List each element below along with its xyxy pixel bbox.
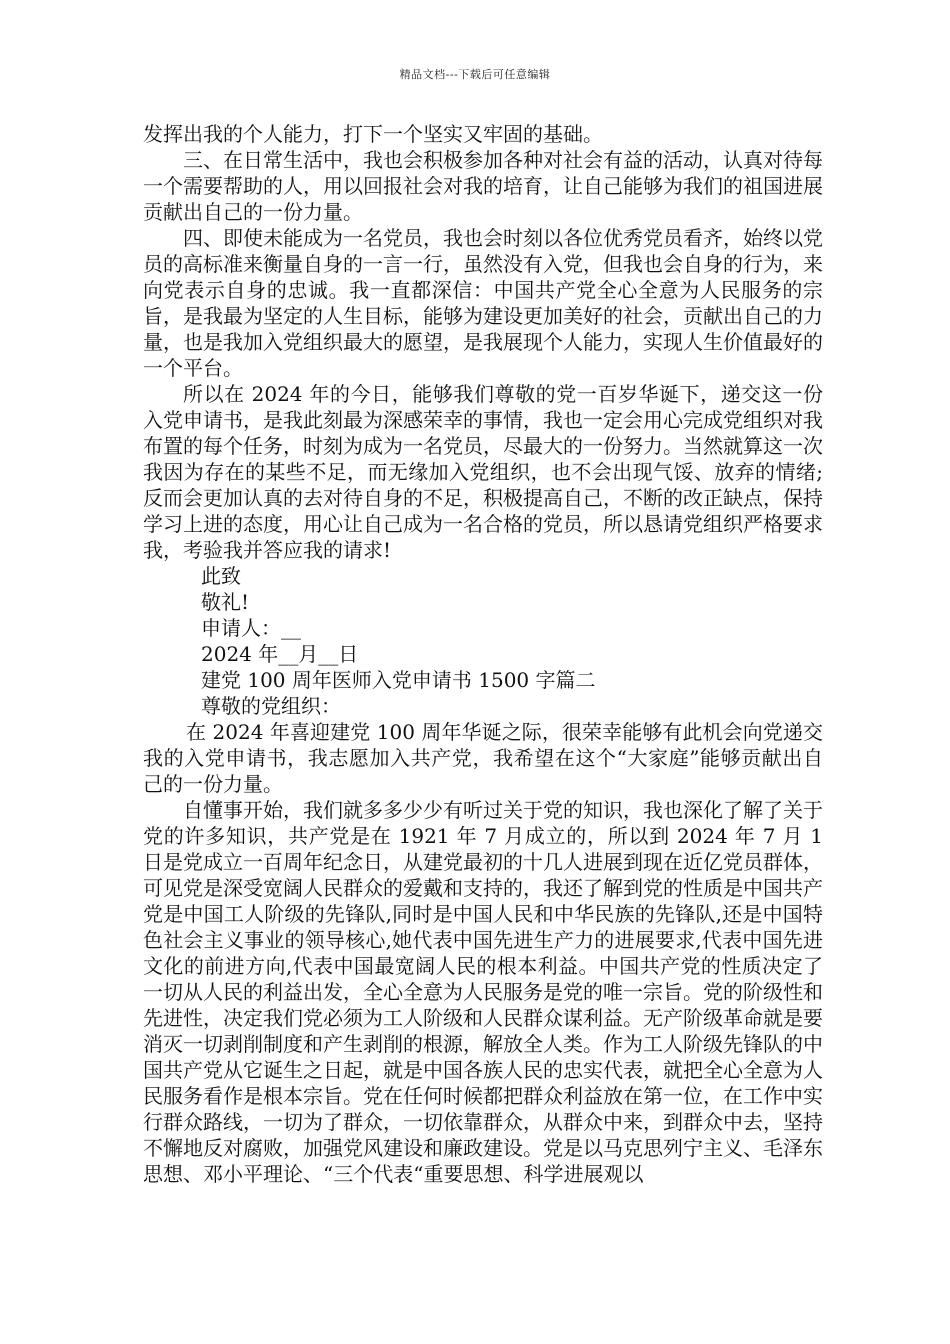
section-title: 建党 100 周年医师入党申请书 1500 字篇二 (201, 668, 596, 692)
closing-salutation: 此致 (201, 564, 241, 588)
applicant-line: 申请人：__ (201, 616, 301, 640)
paragraph-point-four: 四、即使未能成为一名党员，我也会时刻以各位优秀党员看齐，始终以党员的高标准来衡量自身的一言一行，虽然没有入党，但我也会自身的行为，来向党表示自身的忠诚。我一直都深信：中国共产党全心全意为人民服务的宗旨，是我最为坚定的人生目标，能够为建设更加美好的社会，贡献出自己的力量，也是我加入党组织最大的愿望，是我展现个人能力，实现人生价值最好的一个平台。 (143, 226, 823, 380)
closing-regards: 敬礼! (201, 590, 250, 614)
page-header: 精品文档---下载后可任意编辑 (399, 68, 551, 81)
document-body (143, 121, 823, 1187)
date-line: 2024 年__月__日 (201, 642, 359, 666)
paragraph-continuation: 发挥出我的个人能力，打下一个坚实又牢固的基础。 (143, 122, 603, 146)
paragraph-opening: 在 2024 年喜迎建党 100 周年华诞之际，很荣幸能够有此机会向党递交我的入党申请书，我志愿加入共产党，我希望在这个“大家庭”能够贡献出自己的一份力量。 (143, 720, 823, 796)
greeting-line: 尊敬的党组织： (201, 694, 341, 718)
paragraph-conclusion: 所以在 2024 年的今日，能够我们尊敬的党一百岁华诞下，递交这一份入党申请书，是我此刻最为深感荣幸的事情，我也一定会用心完成党组织对我布置的每个任务，时刻为成为一名党员，尽最大的一份努力。当然就算这一次我因为存在的某些不足，而无缘加入党组织，也不会出现气馁、放弃的情绪;反而会更加认真的去对待自身的不足，积极提高自己，不断的改正缺点，保持学习上进的态度，用心让自己成为一名合格的党员，所以恳请党组织严格要求我，考验我并答应我的请求! (143, 382, 823, 562)
paragraph-point-three: 三、在日常生活中，我也会积极参加各种对社会有益的活动，认真对待每一个需要帮助的人，用以回报社会对我的培育，让自己能够为我们的祖国进展贡献出自己的一份力量。 (143, 148, 823, 224)
paragraph-party-knowledge: 自懂事开始，我们就多多少少有听过关于党的知识，我也深化了解了关于党的许多知识，共产党是在 1921 年 7 月成立的，所以到 2024 年 7 月 1 日是党成立一百周年纪念日，从建党最初的十几人进展到现在近亿党员群体，可见党是深受宽阔人民群众的爱戴和支持的，我还了解到党的性质是中国共产党是中国工人阶级的先锋队,同时是中国人民和中华民族的先锋队,还是中国特色社会主义事业的领导核心,她代表中国先进生产力的进展要求,代表中国先进文化的前进方向,代表中国最宽阔人民的根本利益。中国共产党的性质决定了一切从人民的利益出发，全心全意为人民服务是党的唯一宗旨。党的阶级性和先进性，决定我们党必须为工人阶级和人民群众谋利益。无产阶级革命就是要消灭一切剥削制度和产生剥削的根源，解放全人类。作为工人阶级先锋队的中国共产党从它诞生之日起，就是中国各族人民的忠实代表，就把全心全意为人民服务看作是根本宗旨。党在任何时候都把群众利益放在第一位，在工作中实行群众路线，一切为了群众，一切依靠群众，从群众中来，到群众中去，坚持不懈地反对腐败，加强党风建设和廉政建设。党是以马克思列宁主义、毛泽东思想、邓小平理论、“三个代表“重要思想、科学进展观以 (143, 798, 823, 1186)
